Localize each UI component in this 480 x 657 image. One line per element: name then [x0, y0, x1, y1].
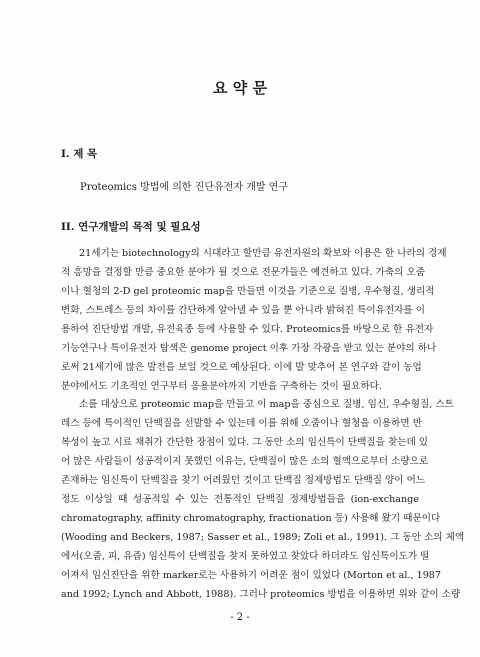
section-2-heading: II. 연구개발의 목적 및 필요성: [61, 221, 201, 233]
paragraph-line: 분야에서도 기초적인 연구부터 응용분야까지 기반을 구축하는 것이 필요하다.: [61, 381, 382, 392]
paragraph-line: 적 흥망을 결정할 만큼 중요한 분야가 될 것으로 전문가들은 예견하고 있다. 가축의 오줌: [61, 267, 426, 278]
paragraph-1: [61, 244, 447, 396]
paragraph-line: 기능연구나 특이유전자 탐색은 genome project 이후 가장 각광을 받고 있는 분야의 하나: [61, 343, 437, 354]
paragraph-line: 어져서 임신진단을 위한 marker로는 사용하기 어려운 점이 있었다 (Morton et al., 1987: [61, 570, 442, 581]
paragraph-2: [61, 395, 465, 604]
section-1-heading: I. 제 목: [61, 148, 98, 160]
paragraph-line: 로써 21세기에 많은 발전을 보일 것으로 예상된다. 이에 발 맞추어 본 연구와 같이 농업: [61, 362, 422, 373]
paragraph-line: and 1992; Lynch and Abbott, 1988). 그러나 proteomics 방법을 이용하면 위와 같이 소량: [61, 589, 461, 600]
paragraph-line: 에서(오줌, 피, 유즙) 임신특이 단백질을 찾지 못하였고 찾았다 하더라도 임신특이도가 떨: [61, 551, 430, 562]
page-title: 요 약 문: [213, 79, 267, 97]
paragraph-line: 이나 혈청의 2-D gel proteomic map을 만들면 이것을 기준으로 질병, 우수형질, 생리적: [61, 286, 435, 297]
paragraph-line: 레스 등에 특이적인 단백질을 선발할 수 있는데 이를 위해 오줌이나 혈청을 이용하면 반: [61, 418, 422, 429]
paragraph-line: 21세기는 biotechnology의 시대라고 할만큼 유전자원의 확보와 이용은 한 나라의 경제: [79, 248, 447, 259]
paragraph-line: (Wooding and Beckers, 1987; Sasser et al., 1989; Zoli et al., 1991). 그 동안 소의 체액: [61, 532, 465, 543]
paragraph-line: 정도 이상일 때 성공적일 수 있는 전통적인 단백질 정제방법들을 (ion-exchange: [61, 494, 419, 505]
paragraph-line: 소를 대상으로 proteomic map을 만들고 이 map을 중심으로 질병, 임신, 우수형질, 스트: [79, 399, 454, 410]
page-number: - 2 -: [230, 612, 250, 623]
section-1-body: Proteomics 방법에 의한 진단유전자 개발 연구: [80, 182, 289, 193]
paragraph-line: 존재하는 임신특이 단백질을 찾기 어려웠던 것이고 단백질 정제방법도 단백질 양이 어느: [61, 475, 426, 486]
paragraph-line: 용하여 진단방법 개발, 유전육종 등에 사용할 수 있다. Proteomics를 바탕으로 한 유전자: [61, 324, 434, 335]
paragraph-line: 어 많은 사람들이 성공적이지 못했던 이유는, 단백질이 많은 소의 혈액으로부터 소량으로: [61, 456, 429, 467]
paragraph-line: 복성이 높고 시료 채취가 간단한 장점이 있다. 그 동안 소의 임신특이 단백질을 찾는데 있: [61, 437, 429, 448]
paragraph-line: 변화, 스트레스 등의 차이를 간단하게 알아낼 수 있을 뿐 아니라 밝혀진 특이유전자를 이: [61, 305, 426, 316]
paragraph-line: chromatography, affinity chromatography, fractionation 등) 사용해 왔기 때문이다: [61, 513, 441, 524]
